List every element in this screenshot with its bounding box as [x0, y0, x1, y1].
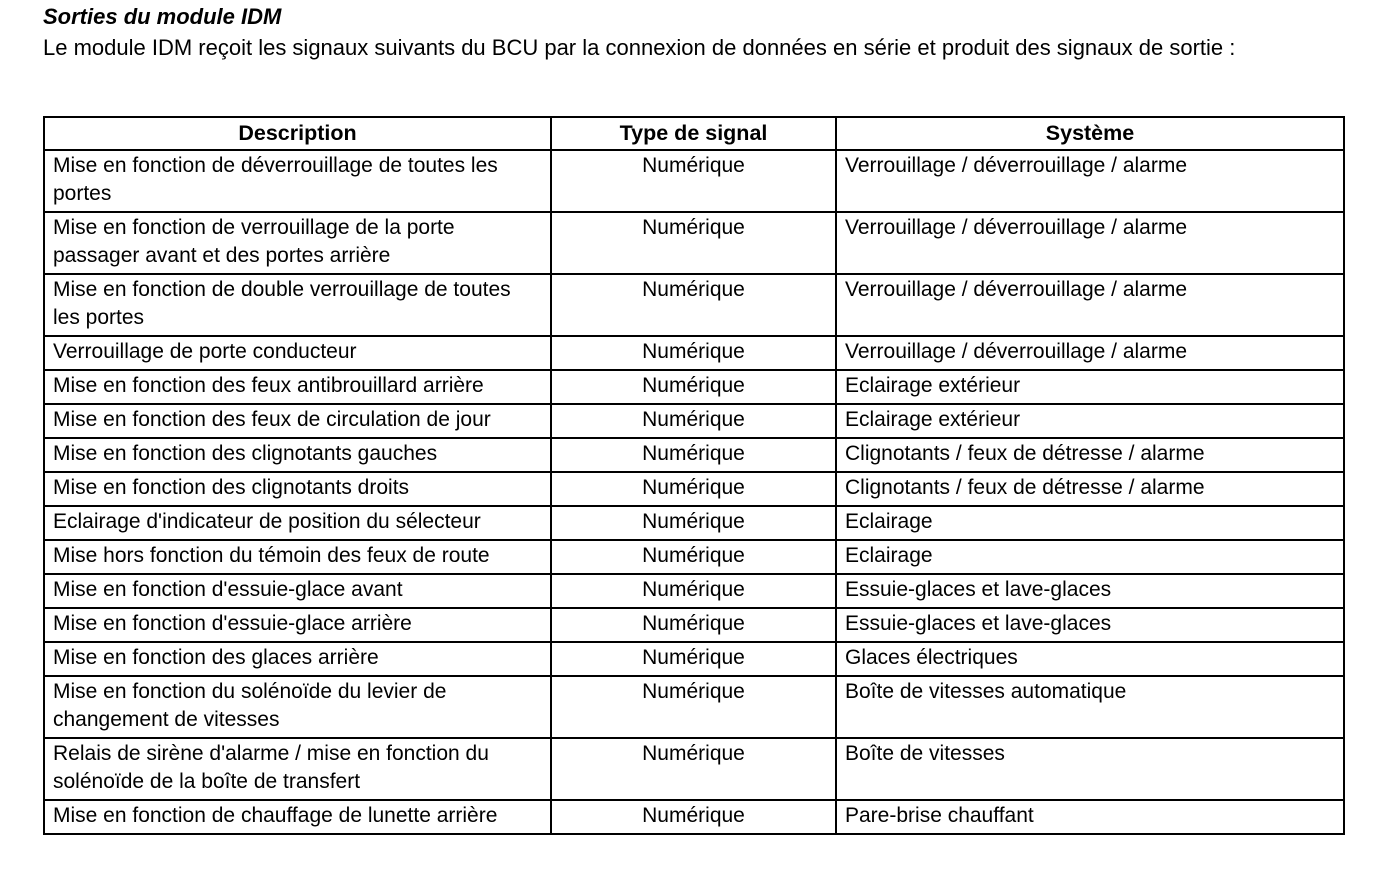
table-row: [44, 212, 1344, 274]
cell-description: Mise en fonction de double verrouillage de toutes les portes: [44, 274, 551, 336]
cell-signal-type: Numérique: [551, 472, 836, 506]
table-row: [44, 676, 1344, 738]
cell-description: Mise en fonction de verrouillage de la porte passager avant et des portes arrière: [44, 212, 551, 274]
cell-system: Glaces électriques: [836, 642, 1344, 676]
table-row: [44, 540, 1344, 574]
cell-system: Boîte de vitesses automatique: [836, 676, 1344, 738]
cell-signal-type: Numérique: [551, 336, 836, 370]
cell-signal-type: Numérique: [551, 506, 836, 540]
cell-description: Mise hors fonction du témoin des feux de route: [44, 540, 551, 574]
cell-description: Eclairage d'indicateur de position du sélecteur: [44, 506, 551, 540]
table-header-row: [44, 117, 1344, 150]
table-row: [44, 472, 1344, 506]
table-row: [44, 800, 1344, 834]
cell-description: Mise en fonction des clignotants droits: [44, 472, 551, 506]
cell-system: Clignotants / feux de détresse / alarme: [836, 438, 1344, 472]
cell-signal-type: Numérique: [551, 642, 836, 676]
cell-description: Mise en fonction d'essuie-glace avant: [44, 574, 551, 608]
cell-description: Mise en fonction de chauffage de lunette arrière: [44, 800, 551, 834]
cell-system: Eclairage extérieur: [836, 404, 1344, 438]
cell-system: Essuie-glaces et lave-glaces: [836, 608, 1344, 642]
cell-system: Verrouillage / déverrouillage / alarme: [836, 274, 1344, 336]
table-row: [44, 438, 1344, 472]
cell-system: Verrouillage / déverrouillage / alarme: [836, 336, 1344, 370]
intro-paragraph: Le module IDM reçoit les signaux suivants du BCU par la connexion de données en série et produit des signaux de sortie :: [43, 35, 1236, 60]
cell-system: Eclairage: [836, 540, 1344, 574]
table-row: [44, 404, 1344, 438]
column-header-system: Système: [836, 117, 1344, 150]
cell-signal-type: Numérique: [551, 540, 836, 574]
cell-signal-type: Numérique: [551, 800, 836, 834]
page-title: Sorties du module IDM: [43, 4, 282, 29]
cell-system: Boîte de vitesses: [836, 738, 1344, 800]
cell-signal-type: Numérique: [551, 738, 836, 800]
cell-system: Verrouillage / déverrouillage / alarme: [836, 150, 1344, 212]
cell-description: Mise en fonction de déverrouillage de toutes les portes: [44, 150, 551, 212]
cell-system: Essuie-glaces et lave-glaces: [836, 574, 1344, 608]
cell-system: Clignotants / feux de détresse / alarme: [836, 472, 1344, 506]
table-row: [44, 642, 1344, 676]
cell-signal-type: Numérique: [551, 608, 836, 642]
table-row: [44, 370, 1344, 404]
table-row: [44, 574, 1344, 608]
cell-signal-type: Numérique: [551, 438, 836, 472]
cell-signal-type: Numérique: [551, 212, 836, 274]
cell-signal-type: Numérique: [551, 574, 836, 608]
cell-system: Verrouillage / déverrouillage / alarme: [836, 212, 1344, 274]
table-row: [44, 608, 1344, 642]
cell-description: Mise en fonction du solénoïde du levier de changement de vitesses: [44, 676, 551, 738]
cell-description: Mise en fonction des feux antibrouillard arrière: [44, 370, 551, 404]
table-row: [44, 738, 1344, 800]
column-header-signal-type: Type de signal: [551, 117, 836, 150]
cell-description: Mise en fonction des glaces arrière: [44, 642, 551, 676]
table-row: [44, 274, 1344, 336]
cell-description: Relais de sirène d'alarme / mise en fonction du solénoïde de la boîte de transfert: [44, 738, 551, 800]
cell-system: Eclairage extérieur: [836, 370, 1344, 404]
cell-description: Mise en fonction des feux de circulation de jour: [44, 404, 551, 438]
idm-outputs-table: [43, 116, 1345, 835]
cell-signal-type: Numérique: [551, 274, 836, 336]
cell-description: Verrouillage de porte conducteur: [44, 336, 551, 370]
cell-signal-type: Numérique: [551, 150, 836, 212]
cell-signal-type: Numérique: [551, 404, 836, 438]
cell-description: Mise en fonction des clignotants gauches: [44, 438, 551, 472]
column-header-description: Description: [44, 117, 551, 150]
table-row: [44, 150, 1344, 212]
table-row: [44, 506, 1344, 540]
cell-system: Eclairage: [836, 506, 1344, 540]
cell-signal-type: Numérique: [551, 370, 836, 404]
cell-description: Mise en fonction d'essuie-glace arrière: [44, 608, 551, 642]
table-row: [44, 336, 1344, 370]
cell-system: Pare-brise chauffant: [836, 800, 1344, 834]
cell-signal-type: Numérique: [551, 676, 836, 738]
